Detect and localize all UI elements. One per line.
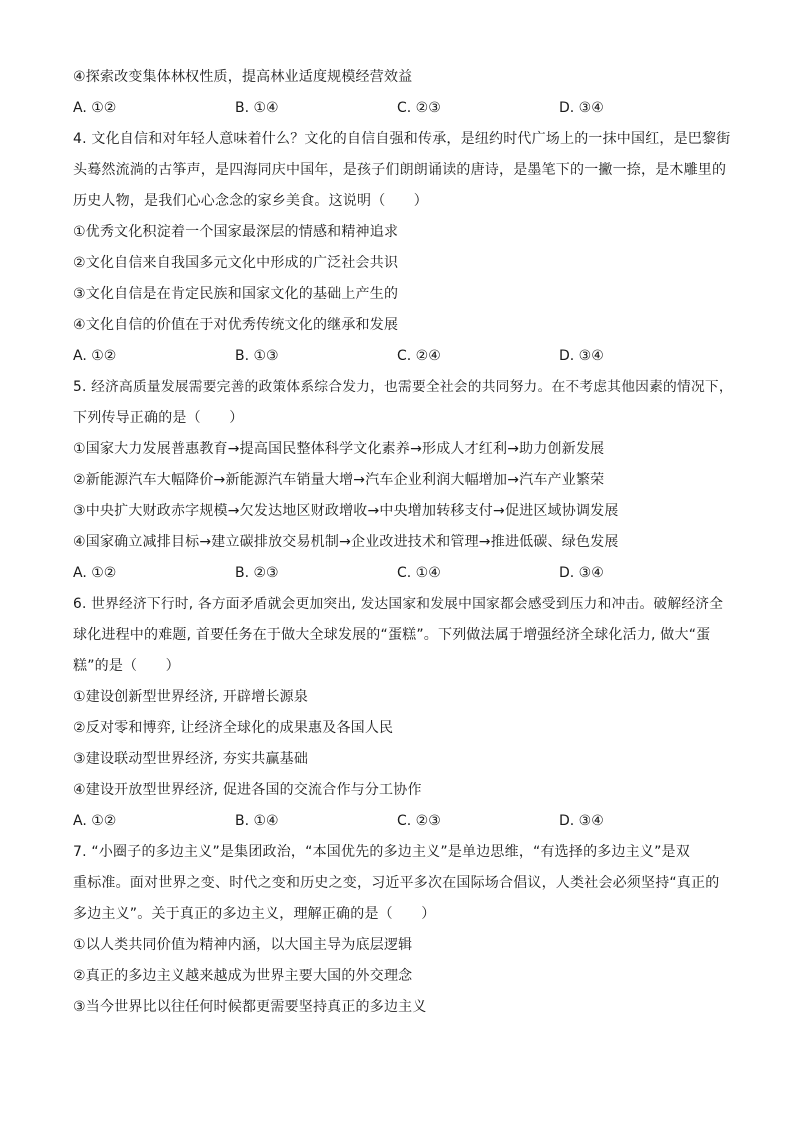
choice-b: B. ①④ (235, 813, 279, 829)
choice-a: A. ①② (73, 100, 117, 116)
question-stem-line: 7. “小圈子的多边主义”是集团政治，“本国优先的多边主义”是单边思维，“有选择的多边主义”是双 (73, 844, 690, 860)
option-line: ②新能源汽车大幅降价→新能源汽车销量大增→汽车企业利润大幅增加→汽车产业繁荣 (73, 472, 605, 488)
answer-choices (73, 558, 733, 589)
choice-c: C. ②③ (397, 100, 441, 116)
choice-d: D. ③④ (559, 100, 604, 116)
question-6 (73, 589, 733, 837)
choice-c: C. ②④ (397, 348, 441, 364)
question-4 (73, 124, 733, 372)
question-stem-line: 4. 文化自信和对年轻人意味着什么？文化的自信自强和传承，是纽约时代广场上的一抹中国红，是巴黎街 (73, 131, 731, 147)
choice-c: C. ①④ (397, 565, 441, 581)
question-stem-line: 6. 世界经济下行时, 各方面矛盾就会更加突出, 发达国家和发展中国家都会感受到压力和冲击。破解经济全 (73, 596, 724, 612)
choice-d: D. ③④ (559, 813, 604, 829)
option-line: ①以人类共同价值为精神内涵，以大国主导为底层逻辑 (73, 937, 413, 953)
option-line: ②反对零和博弈, 让经济全球化的成果惠及各国人民 (73, 720, 394, 736)
question-3-tail (73, 62, 733, 124)
option-line: ③文化自信是在肯定民族和国家文化的基础上产生的 (73, 286, 399, 302)
choice-a: A. ①② (73, 813, 117, 829)
option-line: ④国家确立减排目标→建立碳排放交易机制→企业改进技术和管理→推进低碳、绿色发展 (73, 534, 619, 550)
question-stem-line: 球化进程中的难题, 首要任务在于做大全球发展的“蛋糕”。下列做法属于增强经济全球化活力, 做大“蛋 (73, 627, 711, 643)
option-line: ②真正的多边主义越来越成为世界主要大国的外交理念 (73, 968, 413, 984)
question-stem-line: 多边主义”。关于真正的多边主义，理解正确的是（ ） (73, 906, 436, 922)
question-5 (73, 372, 733, 589)
option-line: ①建设创新型世界经济, 开辟增长源泉 (73, 689, 309, 705)
question-stem-line: 历史人物，是我们心心念念的家乡美食。这说明（ ） (73, 193, 428, 209)
option-line: ④探索改变集体林权性质，提高林业适度规模经营效益 (73, 69, 413, 85)
question-stem-line: 糕”的是（ ） (73, 658, 180, 674)
question-stem-line: 重标准。面对世界之变、时代之变和历史之变，习近平多次在国际场合倡议，人类社会必须坚持“真正的 (73, 875, 720, 891)
question-stem-line: 头蓦然流淌的古筝声，是四海同庆中国年，是孩子们朗朗诵读的唐诗，是墨笔下的一撇一捺，是木雕里的 (73, 162, 727, 178)
option-line: ①优秀文化积淀着一个国家最深层的情感和精神追求 (73, 224, 399, 240)
answer-choices (73, 806, 733, 837)
option-line: ②文化自信来自我国多元文化中形成的广泛社会共识 (73, 255, 399, 271)
choice-d: D. ③④ (559, 565, 604, 581)
option-line: ①国家大力发展普惠教育→提高国民整体科学文化素养→形成人才红利→助力创新发展 (73, 441, 605, 457)
choice-a: A. ①② (73, 348, 117, 364)
question-7 (73, 837, 733, 1023)
question-stem-line: 5. 经济高质量发展需要完善的政策体系综合发力，也需要全社会的共同努力。在不考虑其他因素的情况下， (73, 379, 733, 395)
choice-c: C. ②③ (397, 813, 441, 829)
answer-choices (73, 341, 733, 372)
question-stem-line: 下列传导正确的是（ ） (73, 410, 244, 426)
choice-d: D. ③④ (559, 348, 604, 364)
option-line: ③建设联动型世界经济, 夯实共赢基础 (73, 751, 309, 767)
choice-b: B. ②③ (235, 565, 279, 581)
option-line: ④建设开放型世界经济, 促进各国的交流合作与分工协作 (73, 782, 422, 798)
choice-a: A. ①② (73, 565, 117, 581)
option-line: ③当今世界比以往任何时候都更需要坚持真正的多边主义 (73, 999, 427, 1015)
choice-b: B. ①③ (235, 348, 279, 364)
option-line: ③中央扩大财政赤字规模→欠发达地区财政增收→中央增加转移支付→促进区域协调发展 (73, 503, 619, 519)
answer-choices (73, 93, 733, 124)
exam-page (73, 62, 733, 1023)
option-line: ④文化自信的价值在于对优秀传统文化的继承和发展 (73, 317, 399, 333)
choice-b: B. ①④ (235, 100, 279, 116)
